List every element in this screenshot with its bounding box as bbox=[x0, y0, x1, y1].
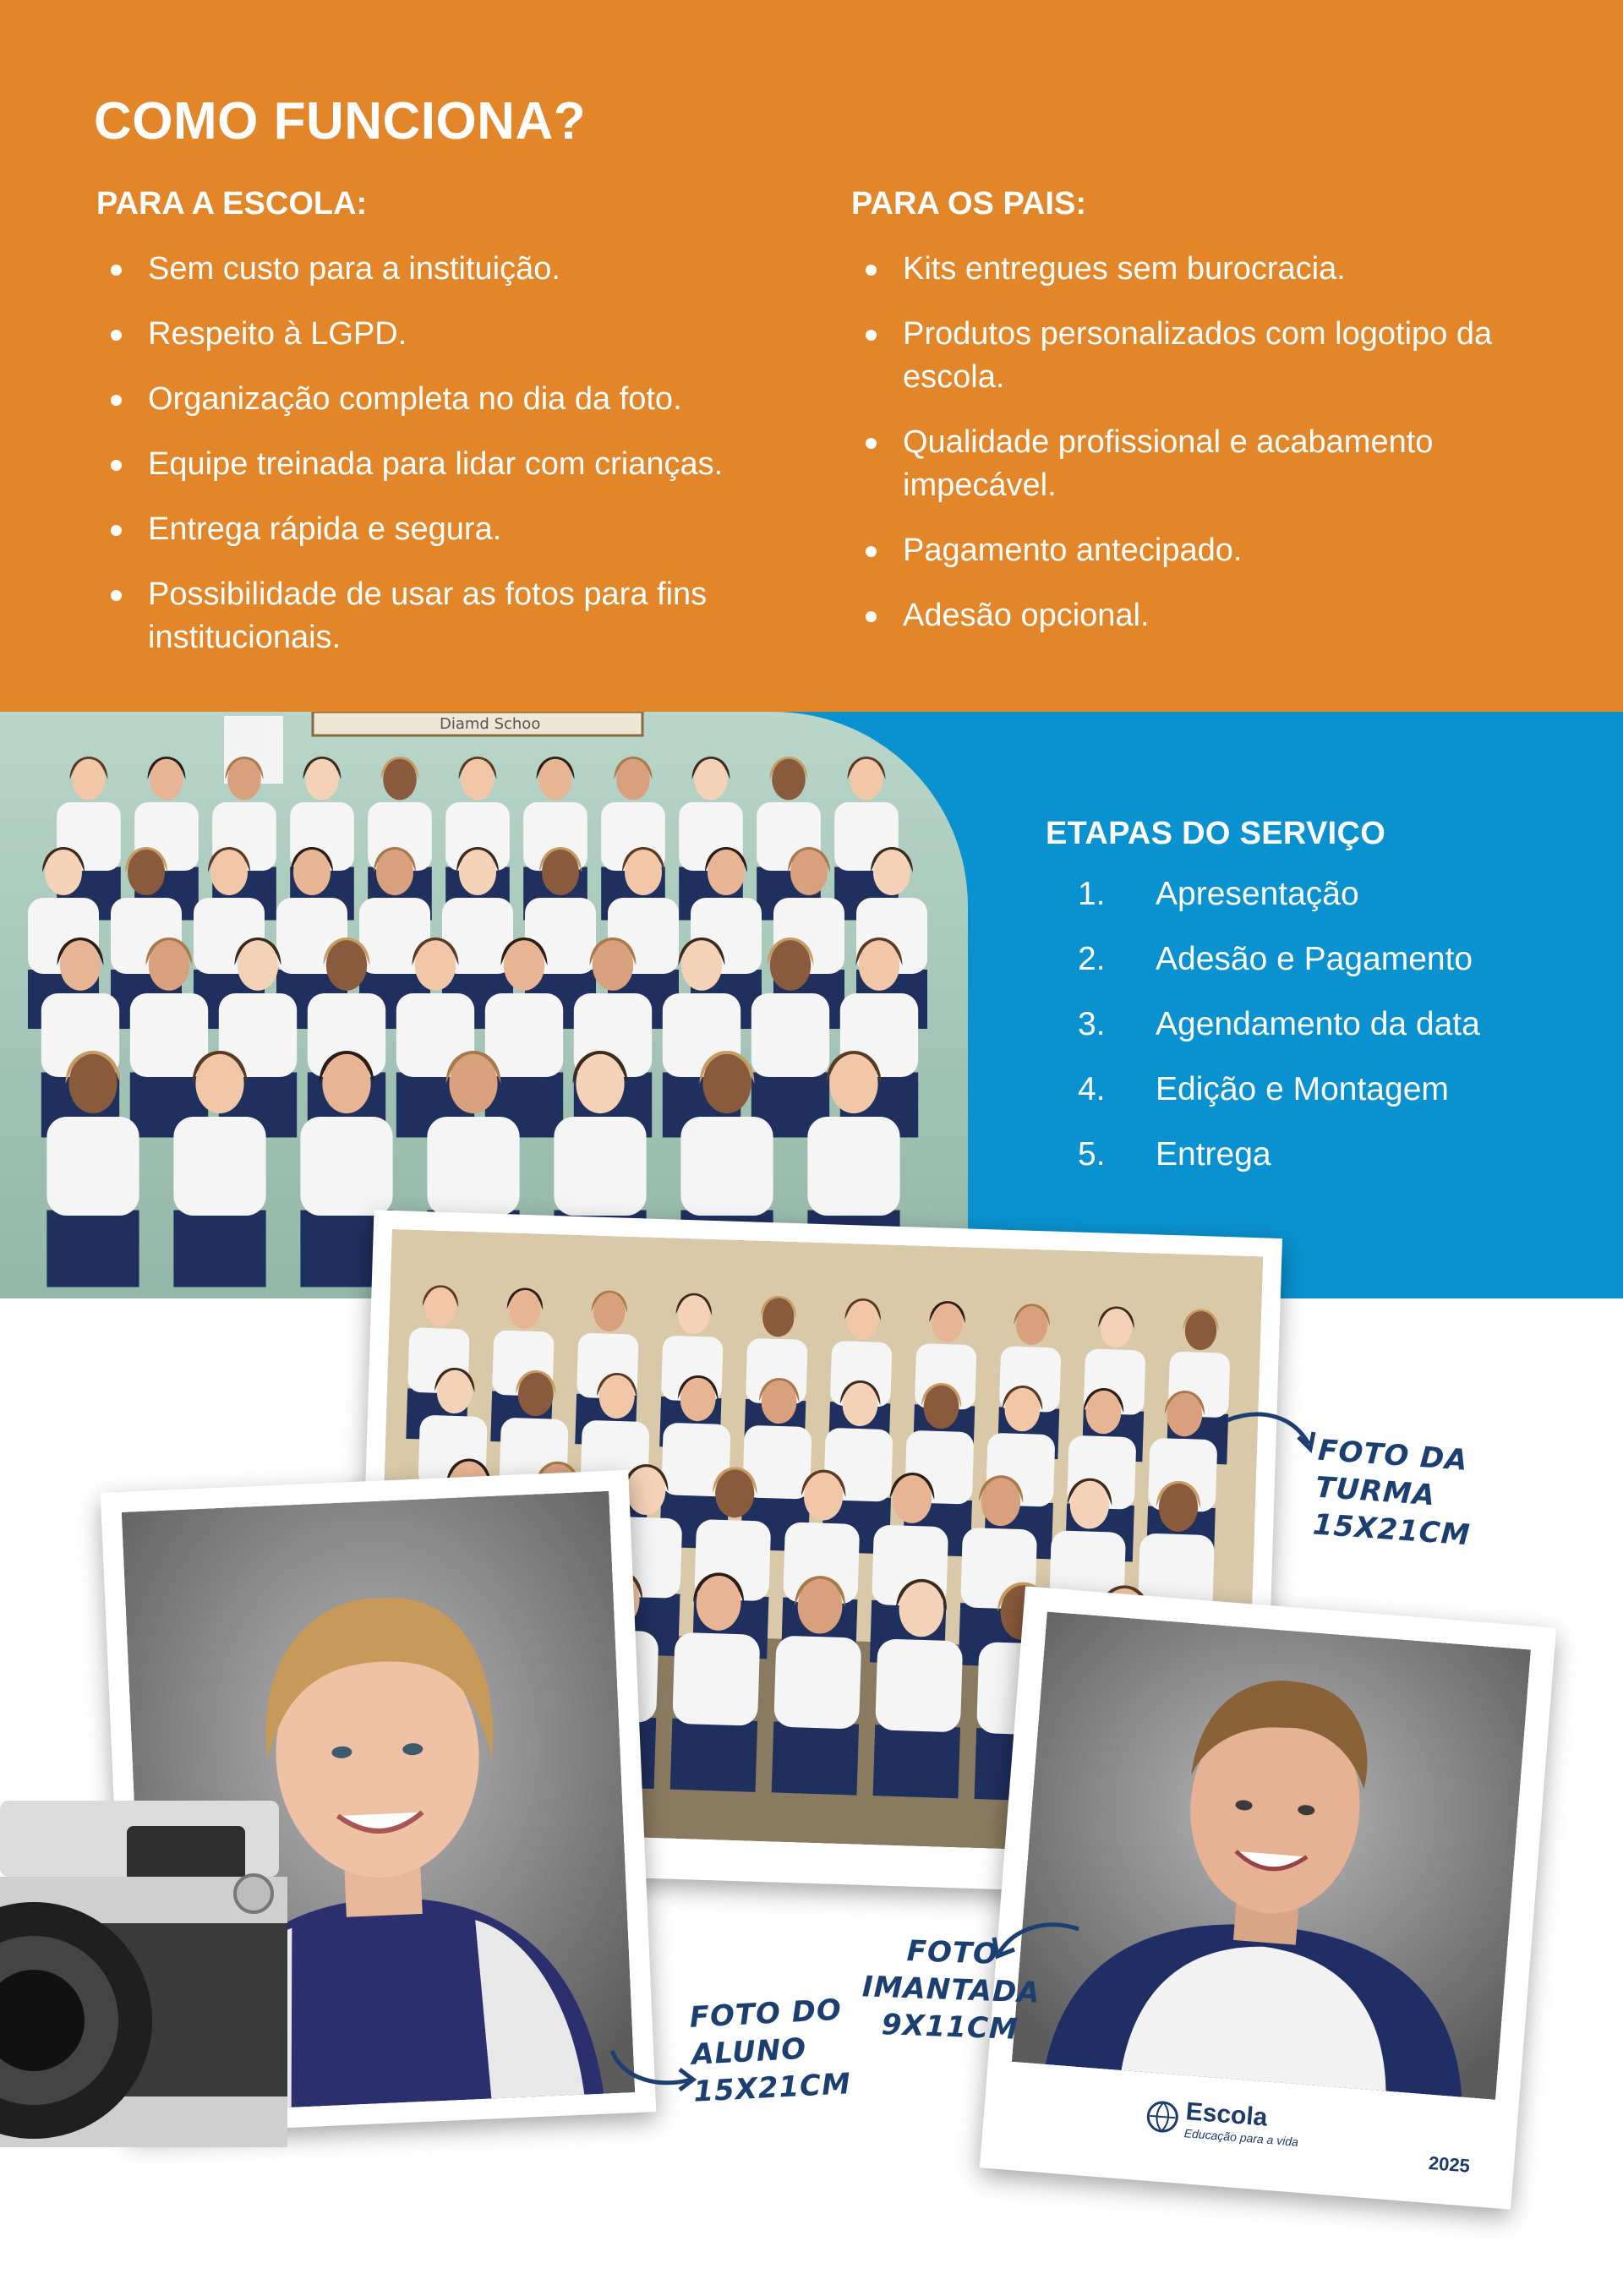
classroom-illustration bbox=[0, 712, 968, 1298]
list-item: Pagamento antecipado. bbox=[851, 529, 1578, 572]
year-label: 2025 bbox=[1428, 2151, 1471, 2177]
list-item: Possibilidade de usar as fotos para fins institucionais. bbox=[96, 573, 823, 659]
step-item: 4. Edição e Montagem bbox=[1078, 1071, 1449, 1107]
logo-tagline: Educação para a vida bbox=[1183, 2126, 1299, 2149]
globe-icon bbox=[1144, 2097, 1182, 2135]
parents-heading: PARA OS PAIS: bbox=[851, 186, 1086, 221]
step-item: 1. Apresentação bbox=[1078, 876, 1359, 912]
list-item: Kits entregues sem burocracia. bbox=[851, 248, 1578, 291]
steps-heading: ETAPAS DO SERVIÇO bbox=[1046, 816, 1386, 851]
list-item: Adesão opcional. bbox=[851, 594, 1578, 637]
school-logo bbox=[1143, 2094, 1301, 2148]
label-student-photo: FOTO DO ALUNO 15X21CM bbox=[688, 1993, 852, 2109]
list-item: Respeito à LGPD. bbox=[96, 313, 823, 356]
magnet-photo bbox=[1012, 1611, 1531, 2099]
step-item: 3. Agendamento da data bbox=[1078, 1006, 1480, 1042]
school-benefits bbox=[96, 186, 823, 681]
step-item: 5. Entrega bbox=[1078, 1136, 1271, 1173]
school-heading: PARA A ESCOLA: bbox=[96, 186, 368, 221]
label-magnet-photo: FOTO IMANTADA 9X11CM bbox=[861, 1934, 1041, 2047]
list-item: Organização completa no dia da foto. bbox=[96, 378, 823, 421]
logo-word: Escola bbox=[1184, 2097, 1269, 2132]
page-title: COMO FUNCIONA? bbox=[94, 92, 587, 150]
school-list bbox=[96, 248, 823, 659]
parents-benefits bbox=[851, 186, 1578, 659]
list-item: Equipe treinada para lidar com crianças. bbox=[96, 443, 823, 486]
list-item: Qualidade profissional e acabamento impecável. bbox=[851, 421, 1578, 507]
list-item: Entrega rápida e segura. bbox=[96, 508, 823, 551]
list-item: Produtos personalizados com logotipo da escola. bbox=[851, 313, 1578, 399]
label-class-photo: FOTO DA TURMA 15X21CM bbox=[1311, 1433, 1472, 1553]
arrow-aluno-icon bbox=[607, 2046, 700, 2096]
parents-list bbox=[851, 248, 1578, 637]
service-steps bbox=[1046, 816, 1480, 1198]
steps-list bbox=[1046, 872, 1480, 1177]
list-item: Sem custo para a instituição. bbox=[96, 248, 823, 291]
step-item: 2. Adesão e Pagamento bbox=[1078, 941, 1473, 977]
classroom-photo bbox=[0, 712, 968, 1298]
magnet-photo-card bbox=[980, 1586, 1556, 2209]
classroom-sign: Diamd Schoo bbox=[440, 715, 541, 733]
camera-illustration bbox=[0, 1767, 304, 2223]
arrow-turma-icon bbox=[1224, 1410, 1317, 1461]
how-it-works-section bbox=[0, 0, 1623, 712]
